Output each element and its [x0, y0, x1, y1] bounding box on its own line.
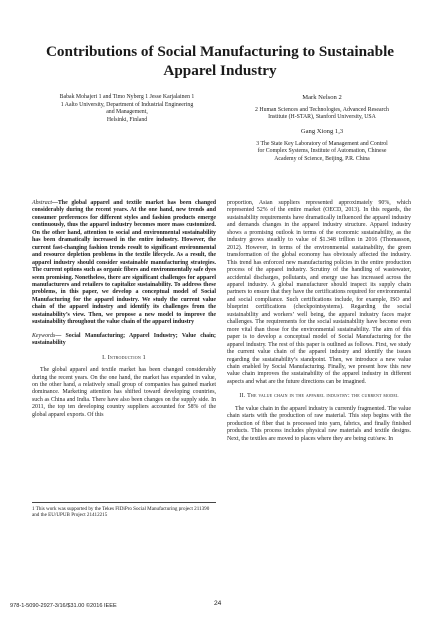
body-paragraph: The value chain in the apparel industry is currently fragmented. The value chain starts with the production of raw material. This step begins with the production of fiber that is processed into yarn, fabrics, and finally finished products. This process includes physical raw materials and textile designs. Next, the textiles are moved to places where they are being cut/sew. In — [227, 405, 411, 442]
authors-left-block — [32, 94, 222, 124]
body-paragraph: proportion, Asian suppliers represented approximately 90%, which represented 52% of the entire market (OECD, 2013). In this regards, the sustainability requirements have dramatically influenced the apparel industry and demands changes in the apparel industry structure. Apparel industry shows a promising outlook in terms of the economic sustainability, as the industry grows steadily to value of $1.348 trillion in 2016 (Thomasson, 2012). However, in terms of the environmental sustainability, the green transformation of the global economy has obviously affected the industry. This trend has enforced new manufacturing policies in the entire production process of the apparel industry. Scrutiny of the handling of wastewater, accidental discharges, pollutants, and energy use has increased across the apparel industry. A global manufacturer should inspect its supply chain partners to ensure that they have the certifications required for environmental and social compliance. Such certifications include, for example, ISO and blueprint certifications (checkpointsystems). Regarding the social sustainability and workers’ well being, the apparel industry faces major challenges. The requirements for the social sustainability have become even more vital than those for the environmental sustainability. The aim of this paper is to develop a conceptual model of Social Manufacturing for the apparel industry. The rest of this paper is outlined as follows. First, we study the current value chain of the apparel industry and identify the issues regarding the sustainability’s standpoint. Then, we introduce a new value chain enabled by Social Manufacturing. Finally, we present how this new value chain improves the sustainability of the apparel industry in different aspects and what are the future directions can be imagined. — [227, 200, 411, 385]
paper-title: Contributions of Social Manufacturing to Sustainable Apparel Industry — [45, 43, 395, 79]
author-affiliation: for Complex Systems, Institute of Automation, Chinese — [257, 148, 387, 155]
author-affiliation: 2 Human Sciences and Technologies, Advanced Research — [255, 106, 389, 113]
author-affiliation: 3 The State Key Laboratory of Management and Control — [256, 140, 388, 147]
author-name: Mark Nelson 2 — [302, 94, 342, 101]
author-affiliation: Institute (H-STAR), Stanford University, USA — [268, 114, 376, 121]
keywords-text: — Social Manufacturing; Apparel Industry; Value chain; sustainability — [32, 332, 216, 347]
abstract-text: —The global apparel and textile market has been changed considerably during the recent years. At the one hand, new trends and consumer preferences for different styles and fashion products emerge continuously, thus the apparel industry becomes more mass customized. On the other hand, attention to social and environmental sustainability has been dramatically increased in the entire industry. However, the current fast-changing fashion trends result to significant environmental and resource depletion problems in the textile lifecycle. As a result, the apparel industry should consider sustainable manufacturing strategies. The current options such as organic fibers and environmentally safe dyes seem promising. Nonetheless, there are significant challenges for apparel manufacturers and retailers to capitalize sustainability. To address these problems, in this paper, we develop a conceptual model of Social Manufacturing for the apparel industry. We study the current value chain of the apparel industry and identify its challenges from the sustainability’s view. Then, we propose a new model to improve the sustainability throughout the value chain of the apparel industry — [32, 200, 216, 326]
abstract — [32, 200, 216, 327]
authors-right2-block — [232, 128, 412, 163]
author-affiliation: Academy of Science, Beijing, P.R. China — [274, 155, 370, 162]
left-column — [32, 200, 216, 419]
section-heading-introduction: I. Introduction 1 — [102, 354, 146, 361]
page-number: 24 — [214, 600, 222, 607]
section-heading-value-chain: II. The value chain in the apparel industry: the current model — [239, 393, 399, 400]
author-affiliation: 1 Aalto University, Department of Industrial Engineering — [60, 101, 194, 108]
author-line: Babak Mohajeri 1 and Timo Nyberg 1 Jesse Karjalainen 1 — [59, 94, 195, 100]
author-affiliation: Helsinki, Finland — [106, 116, 148, 123]
footnote: 1 This work was supported by the Tekes FIDiPro Social Manufacturing project 211390 and the EU/UPUB Project 21412215 — [32, 502, 216, 519]
author-name: Gang Xiong 1,3 — [300, 128, 344, 135]
keywords — [32, 333, 216, 348]
author-affiliation: and Management, — [106, 109, 148, 116]
footer-copyright: 978-1-5090-2927-3/16/$31.00 ©2016 IEEE — [10, 603, 117, 609]
abstract-label: Abstract — [32, 200, 52, 206]
keywords-label: Keywords — [32, 332, 56, 339]
intro-paragraph: The global apparel and textile market has been changed considerably during the recent years. On the one hand, the market has expanded in value, on the other hand, a relatively small group of companies has gained market dominance. Marketing attention has shifted toward developing countries, such as China and India. There have also been changes on the supply side. In 2011, the top ten developing country suppliers accounted for 58% of the global apparel exports. Of this — [32, 367, 216, 418]
authors-right-block — [232, 94, 412, 122]
right-column — [227, 200, 411, 443]
